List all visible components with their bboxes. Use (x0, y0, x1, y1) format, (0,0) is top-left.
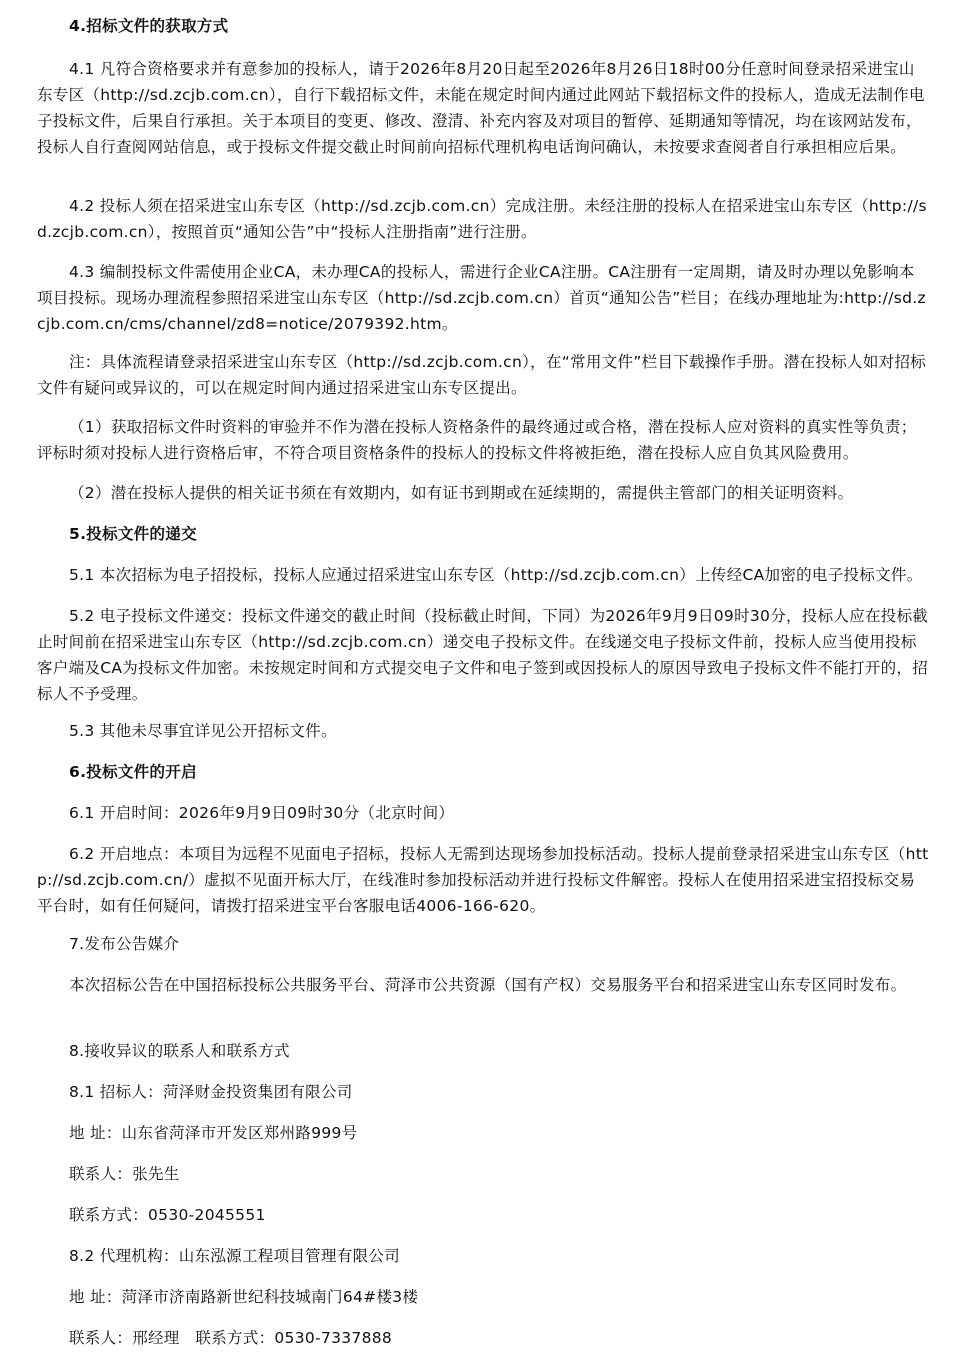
tenderer-phone: 联系方式：0530-2045551 (69, 1206, 266, 1224)
tenderer-contact: 联系人：张先生 (69, 1165, 180, 1183)
agency-line: 8.2 代理机构：山东泓源工程项目管理有限公司 (69, 1247, 400, 1265)
paragraph-7: 本次招标公告在中国招标投标公共服务平台、菏泽市公共资源（国有产权）交易服务平台和招采进宝山东专区同时发布。 (69, 976, 907, 994)
paragraph-item-2: （2）潜在投标人提供的相关证书须在有效期内，如有证书到期或在延续期的，需提供主管部门的相关证明资料。 (69, 484, 854, 502)
agency-contact: 联系人：邢经理 联系方式：0530-7337888 (69, 1329, 393, 1347)
paragraph-5-1: 5.1 本次招标为电子招投标，投标人应通过招采进宝山东专区（http://sd.zcjb.com.cn）上传经CA加密的电子投标文件。 (69, 566, 923, 584)
paragraph-item-1: （1）获取招标文件时资料的审验并不作为潜在投标人资格条件的最终通过或合格，潜在投标人应对资料的真实性等负责；评标时须对投标人进行资格后审，不符合项目资格条件的投标人的投标文件将被拒绝，潜在投标人应自负其风险费用。 (37, 418, 917, 462)
agency-address: 地 址：菏泽市济南路新世纪科技城南门64#楼3楼 (69, 1288, 419, 1306)
paragraph-6-2: 6.2 开启地点：本项目为远程不见面电子招标，投标人无需到达现场参加投标活动。投标人提前登录招采进宝山东专区（http://sd.zcjb.com.cn/）虚拟不见面开标大厅，在线准时参加投标活动并进行投标文件解密。投标人在使用招采进宝招投标交易平台时，如有任何疑问，请拨打招采进宝平台客服电话4006-166-620。 (37, 845, 929, 915)
section-4-heading: 4.招标文件的获取方式 (69, 17, 229, 35)
paragraph-4-3: 4.3 编制投标文件需使用企业CA，未办理CA的投标人，需进行企业CA注册。CA注册有一定周期，请及时办理以免影响本项目投标。现场办理流程参照招采进宝山东专区（http://sd.zcjb.com.cn）首页“通知公告”栏目；在线办理地址为:http://sd.zcjb.com.cn/cms/channel/zd8=notice/2079392.htm。 (37, 263, 926, 333)
paragraph-4-1: 4.1 凡符合资格要求并有意参加的投标人，请于2026年8月20日起至2026年8月26日18时00分任意时间登录招采进宝山东专区（http://sd.zcjb.com.cn），自行下载招标文件，未能在规定时间内通过此网站下载招标文件的投标人，造成无法制作电子投标文件，后果自行承担。关于本项目的变更、修改、澄清、补充内容及对项目的暂停、延期通知等情况，均在该网站发布，投标人自行查阅网站信息，或于投标文件提交截止时间前向招标代理机构电话询问确认，未按要求查阅者自行承担相应后果。 (37, 60, 925, 156)
section-5-heading: 5.投标文件的递交 (69, 525, 197, 543)
tenderer-address: 地 址：山东省菏泽市开发区郑州路999号 (69, 1124, 358, 1142)
paragraph-5-2: 5.2 电子投标文件递交：投标文件递交的截止时间（投标截止时间，下同）为2026年9月9日09时30分，投标人应在投标截止时间前在招采进宝山东专区（http://sd.zcjb.com.cn）递交电子投标文件。在线递交电子投标文件前，投标人应当使用投标客户端及CA为投标文件加密。未按规定时间和方式提交电子文件和电子签到或因投标人的原因导致电子投标文件不能打开的，招标人不予受理。 (37, 607, 929, 703)
section-7-heading: 7.发布公告媒介 (69, 935, 180, 953)
tenderer-line: 8.1 招标人：菏泽财金投资集团有限公司 (69, 1083, 353, 1101)
paragraph-note: 注：具体流程请登录招采进宝山东专区（http://sd.zcjb.com.cn），在“常用文件”栏目下载操作手册。潜在投标人如对招标文件有疑问或异议的，可以在规定时间内通过招采进宝山东专区提出。 (37, 353, 927, 397)
paragraph-6-1: 6.1 开启时间：2026年9月9日09时30分（北京时间） (69, 804, 455, 822)
paragraph-5-3: 5.3 其他未尽事宜详见公开招标文件。 (69, 722, 337, 740)
section-8-heading: 8.接收异议的联系人和联系方式 (69, 1042, 290, 1060)
section-6-heading: 6.投标文件的开启 (69, 763, 197, 781)
paragraph-4-2: 4.2 投标人须在招采进宝山东专区（http://sd.zcjb.com.cn）完成注册。未经注册的投标人在招采进宝山东专区（http://sd.zcjb.com.cn），按照首页“通知公告”中“投标人注册指南”进行注册。 (37, 197, 927, 241)
